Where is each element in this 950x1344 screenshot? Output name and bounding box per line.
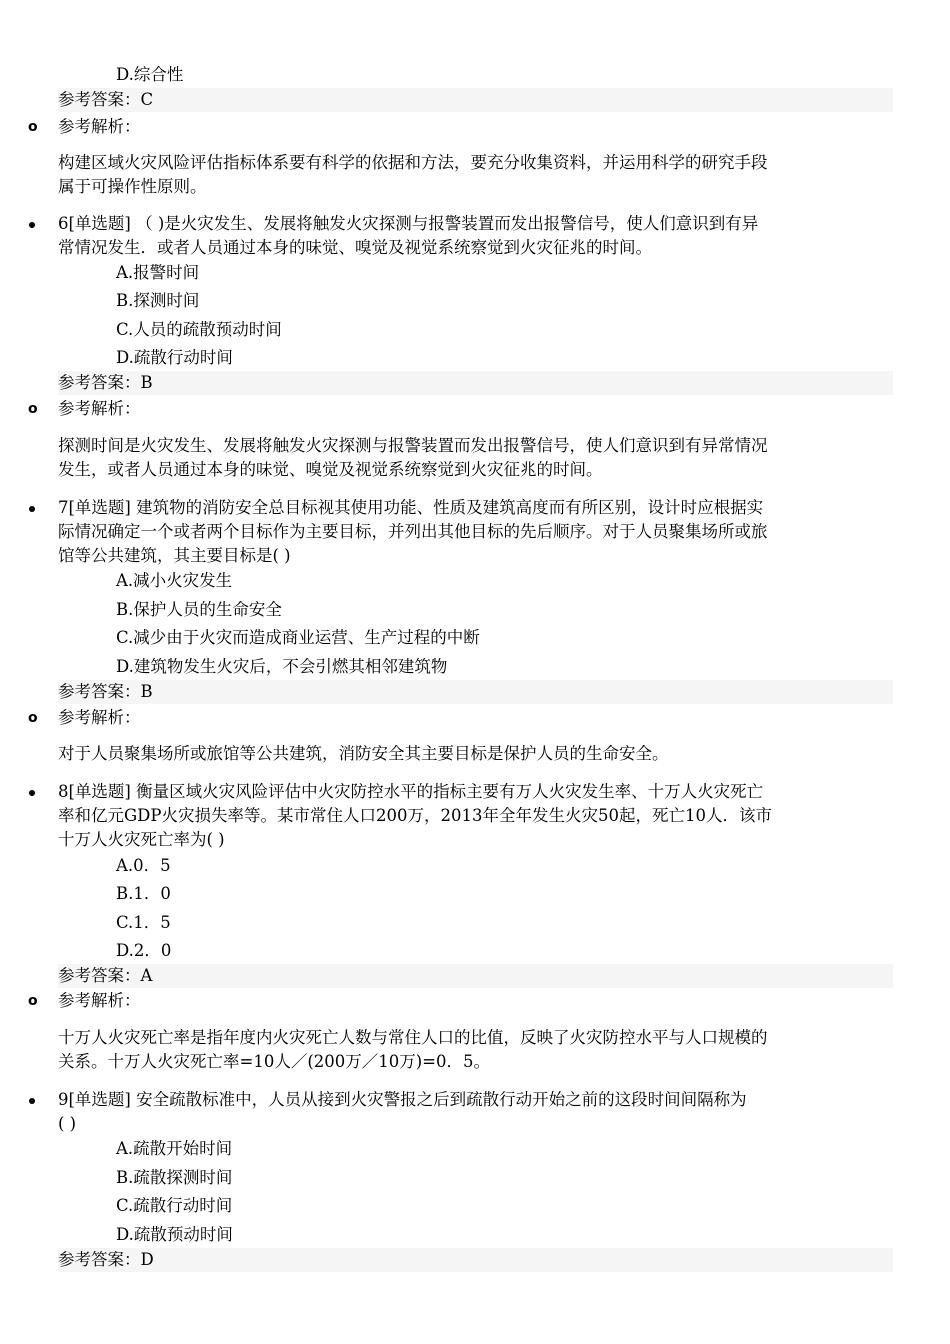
option-c: C.疏散行动时间 [116,1196,233,1215]
option-b: B.探测时间 [116,291,200,310]
question-text: 际情况确定一个或者两个目标作为主要目标，并列出其他目标的先后顺序。对于人员聚集场所或旅 [58,522,768,541]
analysis-text: 发生，或者人员通过本身的味觉、嗅觉及视觉系统察觉到火灾征兆的时间。 [58,460,603,479]
option-d: D.综合性 [116,65,184,84]
question-text: 十万人火灾死亡率为( ) [58,830,225,849]
analysis-label: 参考解析： [58,708,141,727]
option-d: D.建筑物发生火灾后，不会引燃其相邻建筑物 [116,657,448,676]
question-text: 常情况发生．或者人员通过本身的味觉、嗅觉及视觉系统察觉到火灾征兆的时间。 [58,238,652,257]
question-text: 9[单选题] 安全疏散标准中，人员从接到火灾警报之后到疏散行动开始之前的这段时间间隔称为 [58,1090,747,1109]
option-c: C.人员的疏散预动时间 [116,320,282,339]
option-a: A.减小火灾发生 [116,571,233,590]
option-d: D.2．0 [116,941,172,960]
option-d: D.疏散预动时间 [116,1225,233,1244]
question-text: ( ) [58,1114,77,1133]
option-b: B.保护人员的生命安全 [116,600,282,619]
answer-row: 参考答案：A [58,964,893,988]
analysis-text: 属于可操作性原则。 [58,177,207,196]
option-a: A.报警时间 [116,263,200,282]
question-text: 8[单选题] 衡量区域火灾风险评估中火灾防控水平的指标主要有万人火灾发生率、十万人火灾死亡 [58,782,764,801]
answer-row: 参考答案：B [58,680,893,704]
analysis-label: 参考解析： [58,117,141,136]
bullet-marker [29,790,35,796]
analysis-text: 关系。十万人火灾死亡率=10人／(200万／10万)=0．5。 [58,1052,491,1071]
option-d: D.疏散行动时间 [116,348,233,367]
analysis-text: 十万人火灾死亡率是指年度内火灾死亡人数与常住人口的比值，反映了火灾防控水平与人口规模的 [58,1028,768,1047]
bullet-marker [29,222,35,228]
option-b: B.1．0 [116,884,171,903]
option-b: B.疏散探测时间 [116,1168,233,1187]
analysis-text: 探测时间是火灾发生、发展将触发火灾探测与报警装置而发出报警信号，使人们意识到有异常情况 [58,436,768,455]
bullet-marker [29,506,35,512]
sub-bullet-marker: o [28,401,38,417]
answer-row: 参考答案：D [58,1248,893,1272]
question-text: 7[单选题] 建筑物的消防安全总目标视其使用功能、性质及建筑高度而有所区别，设计时应根据实 [58,498,764,517]
analysis-label: 参考解析： [58,399,141,418]
analysis-text: 对于人员聚集场所或旅馆等公共建筑，消防安全其主要目标是保护人员的生命安全。 [58,744,669,763]
analysis-label: 参考解析： [58,991,141,1010]
option-a: A.0．5 [116,856,171,875]
sub-bullet-marker: o [28,710,38,726]
answer-row: 参考答案：B [58,371,893,395]
sub-bullet-marker: o [28,993,38,1009]
question-text: 6[单选题] （ )是火灾发生、发展将触发火灾探测与报警装置而发出报警信号，使人们意识到有异 [58,214,759,233]
option-c: C.1．5 [116,913,171,932]
option-c: C.减少由于火灾而造成商业运营、生产过程的中断 [116,628,480,647]
option-a: A.疏散开始时间 [116,1139,233,1158]
sub-bullet-marker: o [28,119,38,135]
bullet-marker [29,1098,35,1104]
question-text: 馆等公共建筑，其主要目标是( ) [58,546,291,565]
analysis-text: 构建区域火灾风险评估指标体系要有科学的依据和方法，要充分收集资料，并运用科学的研究手段 [58,153,768,172]
question-text: 率和亿元GDP火灾损失率等。某市常住人口200万，2013年全年发生火灾50起，死亡10人．该市 [58,806,772,825]
answer-row: 参考答案：C [58,88,893,112]
